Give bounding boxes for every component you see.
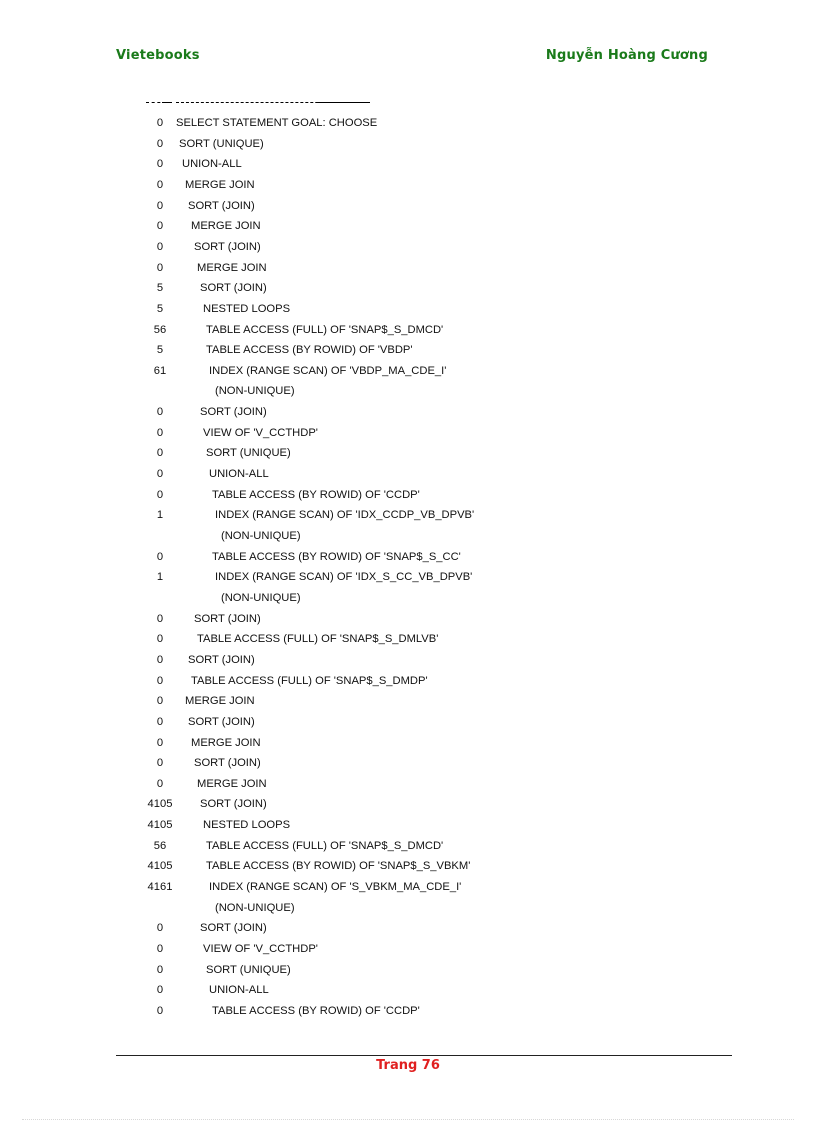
row-operation: MERGE JOIN bbox=[191, 736, 261, 749]
row-count: 5 bbox=[156, 302, 164, 315]
row-operation: SORT (JOIN) bbox=[194, 240, 261, 253]
row-operation: TABLE ACCESS (BY ROWID) OF 'CCDP' bbox=[212, 488, 420, 501]
row-count: 0 bbox=[156, 137, 164, 150]
row-count: 0 bbox=[156, 612, 164, 625]
row-count: 0 bbox=[156, 757, 164, 770]
header-author-name: Nguyễn Hoàng Cương bbox=[545, 48, 708, 63]
plan-column-rule bbox=[176, 102, 368, 103]
plan-row bbox=[0, 939, 816, 959]
row-count: 0 bbox=[156, 1004, 164, 1017]
header-site-name: Vietebooks bbox=[116, 48, 200, 63]
plan-row bbox=[0, 485, 816, 505]
row-count: 0 bbox=[156, 406, 164, 419]
row-operation: UNION-ALL bbox=[209, 468, 269, 481]
row-operation: SORT (JOIN) bbox=[188, 199, 255, 212]
row-operation: INDEX (RANGE SCAN) OF 'IDX_CCDP_VB_DPVB' bbox=[215, 509, 475, 522]
row-count: 56 bbox=[153, 323, 167, 336]
row-count: 0 bbox=[156, 261, 164, 274]
plan-row bbox=[0, 609, 816, 629]
row-operation: MERGE JOIN bbox=[197, 777, 267, 790]
plan-row bbox=[0, 898, 816, 918]
row-count: 4105 bbox=[147, 798, 173, 811]
plan-row bbox=[0, 588, 816, 608]
row-operation: SORT (JOIN) bbox=[200, 282, 267, 295]
row-operation: NESTED LOOPS bbox=[203, 302, 291, 315]
row-count: 4105 bbox=[147, 860, 173, 873]
row-operation: SORT (JOIN) bbox=[188, 715, 255, 728]
plan-row bbox=[0, 774, 816, 794]
row-operation: SORT (UNIQUE) bbox=[179, 137, 264, 150]
plan-row bbox=[0, 733, 816, 753]
row-operation: TABLE ACCESS (BY ROWID) OF 'VBDP' bbox=[206, 344, 413, 357]
row-count: 0 bbox=[156, 984, 164, 997]
row-operation: TABLE ACCESS (BY ROWID) OF 'SNAP$_S_CC' bbox=[212, 550, 461, 563]
plan-row bbox=[0, 960, 816, 980]
row-operation: MERGE JOIN bbox=[185, 178, 255, 191]
row-count: 1 bbox=[156, 571, 164, 584]
row-count: 0 bbox=[156, 426, 164, 439]
row-count: 0 bbox=[156, 674, 164, 687]
plan-row bbox=[0, 134, 816, 154]
rows-column-rule bbox=[146, 102, 166, 103]
page-footer bbox=[0, 1040, 816, 1100]
plan-row bbox=[0, 464, 816, 484]
row-operation: (NON-UNIQUE) bbox=[215, 385, 295, 398]
row-operation: SORT (UNIQUE) bbox=[206, 963, 291, 976]
plan-row bbox=[0, 1001, 816, 1021]
plan-row bbox=[0, 547, 816, 567]
plan-row bbox=[0, 815, 816, 835]
plan-row bbox=[0, 505, 816, 525]
row-count: 61 bbox=[153, 364, 167, 377]
plan-row bbox=[0, 753, 816, 773]
plan-row bbox=[0, 794, 816, 814]
row-count: 0 bbox=[156, 468, 164, 481]
plan-row bbox=[0, 423, 816, 443]
row-operation: SORT (JOIN) bbox=[200, 406, 267, 419]
row-count: 0 bbox=[156, 943, 164, 955]
row-operation: UNION-ALL bbox=[182, 158, 242, 171]
row-operation: INDEX (RANGE SCAN) OF 'VBDP_MA_CDE_I' bbox=[209, 364, 447, 377]
row-operation: TABLE ACCESS (FULL) OF 'SNAP$_S_DMCD' bbox=[206, 323, 444, 336]
row-operation: SORT (JOIN) bbox=[200, 798, 267, 811]
row-count: 0 bbox=[156, 220, 164, 233]
row-operation: TABLE ACCESS (FULL) OF 'SNAP$_S_DMLVB' bbox=[197, 633, 439, 646]
plan-row bbox=[0, 299, 816, 319]
plan-row bbox=[0, 258, 816, 278]
plan-row bbox=[0, 237, 816, 257]
row-count: 5 bbox=[156, 344, 164, 357]
row-count: 0 bbox=[156, 447, 164, 460]
plan-row bbox=[0, 340, 816, 360]
row-count: 0 bbox=[156, 715, 164, 728]
row-operation: TABLE ACCESS (BY ROWID) OF 'CCDP' bbox=[212, 1004, 420, 1017]
plan-row bbox=[0, 980, 816, 1000]
plan-row bbox=[0, 196, 816, 216]
row-count: 0 bbox=[156, 488, 164, 501]
plan-row bbox=[0, 175, 816, 195]
row-count: 0 bbox=[156, 963, 164, 976]
plan-row bbox=[0, 361, 816, 381]
row-count: 0 bbox=[156, 777, 164, 790]
row-operation: INDEX (RANGE SCAN) OF 'S_VBKM_MA_CDE_I' bbox=[209, 881, 462, 894]
row-count: 5 bbox=[156, 282, 164, 295]
plan-row bbox=[0, 918, 816, 938]
plan-row bbox=[0, 320, 816, 340]
plan-row bbox=[0, 671, 816, 691]
row-operation: MERGE JOIN bbox=[185, 695, 255, 708]
plan-row bbox=[0, 402, 816, 422]
plan-row bbox=[0, 278, 816, 298]
plan-row bbox=[0, 154, 816, 174]
row-count: 0 bbox=[156, 158, 164, 171]
row-operation: VIEW OF 'V_CCTHDP' bbox=[203, 426, 318, 439]
row-operation: SORT (JOIN) bbox=[188, 653, 255, 666]
plan-row bbox=[0, 691, 816, 711]
footer-rule bbox=[116, 1055, 732, 1056]
row-operation: TABLE ACCESS (FULL) OF 'SNAP$_S_DMCD' bbox=[206, 839, 444, 852]
plan-row bbox=[0, 836, 816, 856]
row-count: 0 bbox=[156, 178, 164, 191]
row-count: 0 bbox=[156, 922, 164, 935]
row-operation: MERGE JOIN bbox=[191, 220, 261, 233]
row-operation: SORT (JOIN) bbox=[194, 612, 261, 625]
row-count: 0 bbox=[156, 653, 164, 666]
row-operation: SORT (JOIN) bbox=[194, 757, 261, 770]
row-operation: NESTED LOOPS bbox=[203, 819, 291, 832]
plan-row bbox=[0, 113, 816, 133]
row-count: 0 bbox=[156, 199, 164, 212]
row-operation: SORT (JOIN) bbox=[200, 922, 267, 935]
row-operation: UNION-ALL bbox=[209, 984, 269, 997]
row-count: 0 bbox=[156, 550, 164, 563]
page-number: Trang 76 bbox=[376, 1058, 440, 1073]
row-count: 0 bbox=[156, 117, 164, 129]
row-count: 1 bbox=[156, 509, 164, 522]
row-count: 0 bbox=[156, 695, 164, 708]
row-operation: SELECT STATEMENT GOAL: CHOOSE bbox=[176, 117, 378, 129]
plan-row bbox=[0, 856, 816, 876]
row-operation: SORT (UNIQUE) bbox=[206, 447, 291, 460]
row-count: 56 bbox=[153, 839, 167, 852]
plan-row bbox=[0, 216, 816, 236]
row-count: 0 bbox=[156, 633, 164, 646]
plan-row bbox=[0, 712, 816, 732]
row-operation: MERGE JOIN bbox=[197, 261, 267, 274]
row-operation: (NON-UNIQUE) bbox=[221, 530, 301, 542]
plan-row bbox=[0, 381, 816, 401]
plan-row bbox=[0, 629, 816, 649]
row-operation: (NON-UNIQUE) bbox=[215, 901, 295, 914]
row-operation: INDEX (RANGE SCAN) OF 'IDX_S_CC_VB_DPVB' bbox=[215, 571, 473, 584]
plan-row bbox=[0, 443, 816, 463]
row-count: 4105 bbox=[147, 819, 173, 832]
row-operation: TABLE ACCESS (FULL) OF 'SNAP$_S_DMDP' bbox=[191, 674, 428, 687]
plan-row bbox=[0, 526, 816, 546]
row-count: 4161 bbox=[147, 881, 173, 894]
page-header bbox=[0, 0, 816, 80]
row-count: 0 bbox=[156, 240, 164, 253]
plan-row bbox=[0, 567, 816, 587]
row-operation: (NON-UNIQUE) bbox=[221, 591, 301, 604]
page-bottom-border bbox=[22, 1119, 794, 1120]
plan-row bbox=[0, 650, 816, 670]
row-operation: TABLE ACCESS (BY ROWID) OF 'SNAP$_S_VBKM' bbox=[206, 860, 471, 873]
row-count: 0 bbox=[156, 736, 164, 749]
plan-row bbox=[0, 877, 816, 897]
row-operation: VIEW OF 'V_CCTHDP' bbox=[203, 943, 318, 955]
